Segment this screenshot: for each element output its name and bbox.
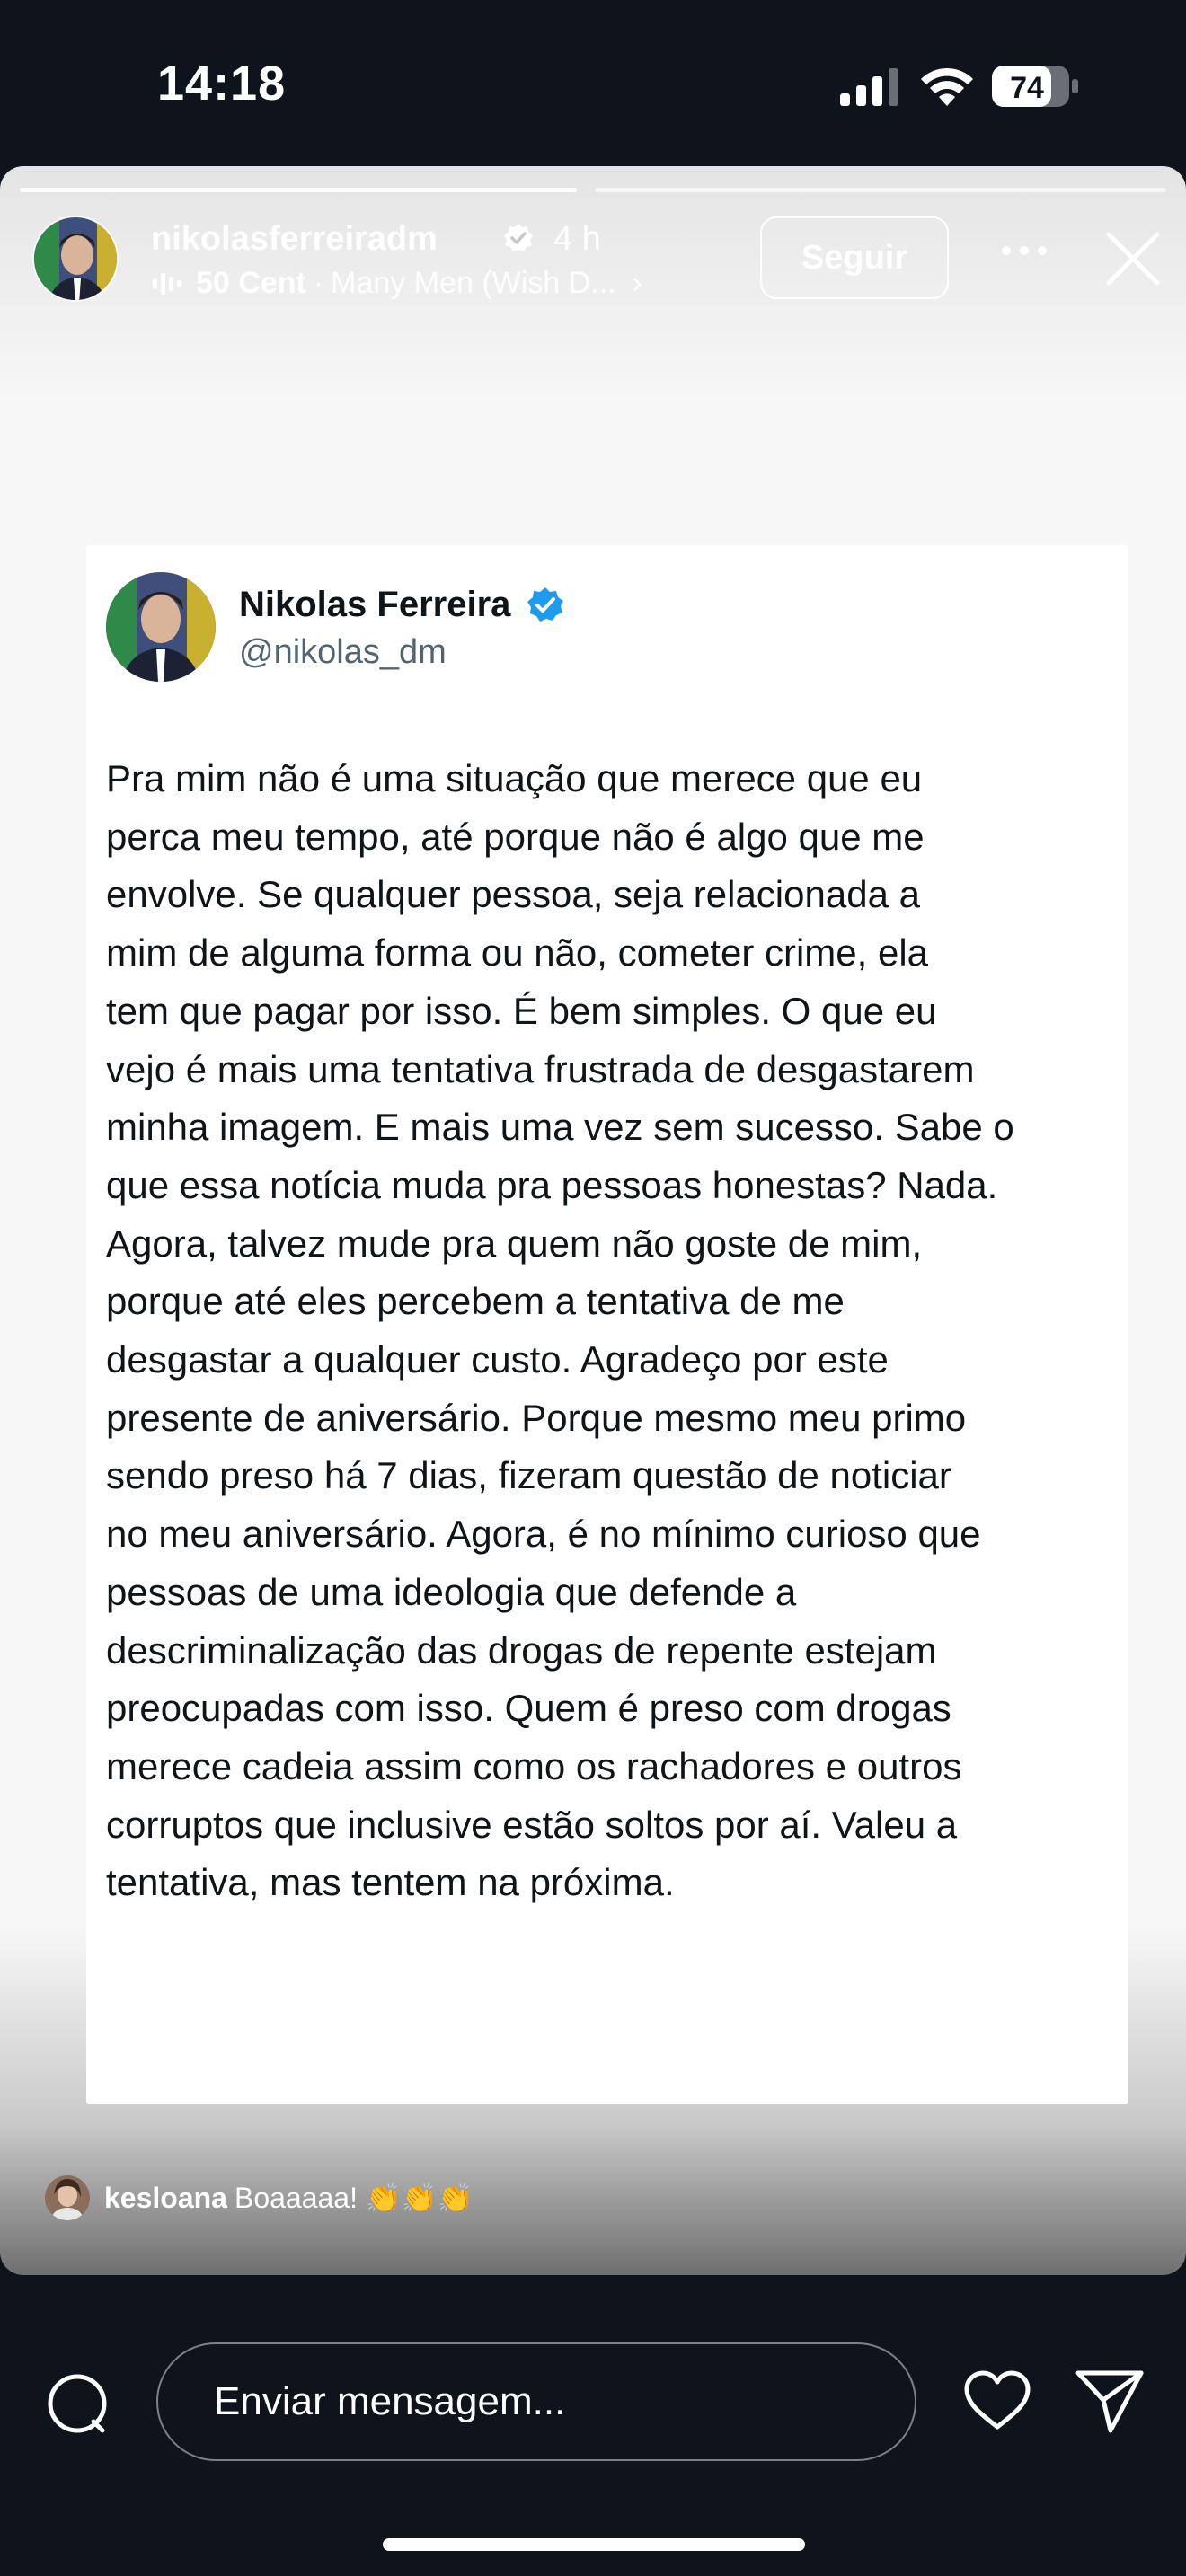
commenter-avatar (45, 2175, 90, 2220)
story-card[interactable] (0, 166, 1186, 2275)
verified-badge-icon (527, 587, 564, 624)
music-attribution[interactable] (153, 265, 642, 301)
battery-level: 74 (1010, 71, 1044, 105)
tweet-author-name: Nikolas Ferreira (239, 585, 511, 624)
verified-icon (503, 223, 534, 253)
camera-icon[interactable] (45, 2371, 110, 2436)
story-header (0, 166, 1186, 337)
battery-icon (991, 65, 1079, 108)
chevron-right-icon: › (632, 265, 642, 300)
send-icon[interactable] (1075, 2368, 1145, 2434)
wifi-icon (919, 65, 975, 108)
music-title: Many Men (Wish D... (331, 265, 616, 300)
message-input[interactable]: Enviar mensagem... (156, 2342, 916, 2461)
home-indicator (383, 2538, 805, 2551)
signal-icon (840, 68, 899, 106)
close-icon[interactable] (1103, 229, 1163, 288)
tweet-author-handle: @nikolas_dm (239, 633, 447, 671)
tweet-author-avatar (106, 572, 216, 682)
profile-avatar[interactable] (32, 216, 119, 302)
commenter-username: kesloana (104, 2181, 227, 2214)
tweet-body-text: Pra mim não é uma situação que merece que eu perca meu tempo, até porque não é algo que me envolve. Se qualquer pessoa, seja relacionada a mim de alguma forma ou não, cometer crime, ela tem que pagar por isso. É bem simples. O que eu vejo é mais uma tentativa frustrada de desgastarem minha imagem. E mais uma vez sem sucesso. Sabe o que essa notícia muda pra pessoas honestas? Nada. Agora, talvez mude pra quem não goste de mim, porque até eles percebem a tentativa de me desgastar a qualquer custo. Agradeço por este presente de aniversário. Porque mesmo meu primo sendo preso há 7 dias, fizeram questão de noticiar no meu aniversário. Agora, é no mínimo curioso que pessoas de uma ideologia que defende a descriminalização das drogas de repente estejam preocupadas com isso. Quem é preso com drogas merece cadeia assim como os rachadores e outros corruptos que inclusive estão soltos por aí. Valeu a tentativa, mas tentem na próxima. (106, 757, 1014, 1904)
story-time-ago: 4 h (553, 220, 601, 258)
more-options-icon[interactable] (997, 242, 1051, 260)
audio-bars-icon (153, 269, 183, 296)
comment-text: Boaaaaa! 👏👏👏 (234, 2182, 474, 2214)
story-comment (45, 2173, 473, 2223)
story-username[interactable]: nikolasferreiradm (151, 220, 438, 258)
status-time: 14:18 (157, 57, 287, 110)
follow-button[interactable]: Seguir (760, 216, 949, 299)
tweet-card (86, 545, 1128, 2104)
heart-icon[interactable] (963, 2369, 1031, 2432)
music-artist: 50 Cent (196, 265, 306, 300)
music-separator: · (313, 265, 324, 300)
status-bar (0, 0, 1186, 166)
